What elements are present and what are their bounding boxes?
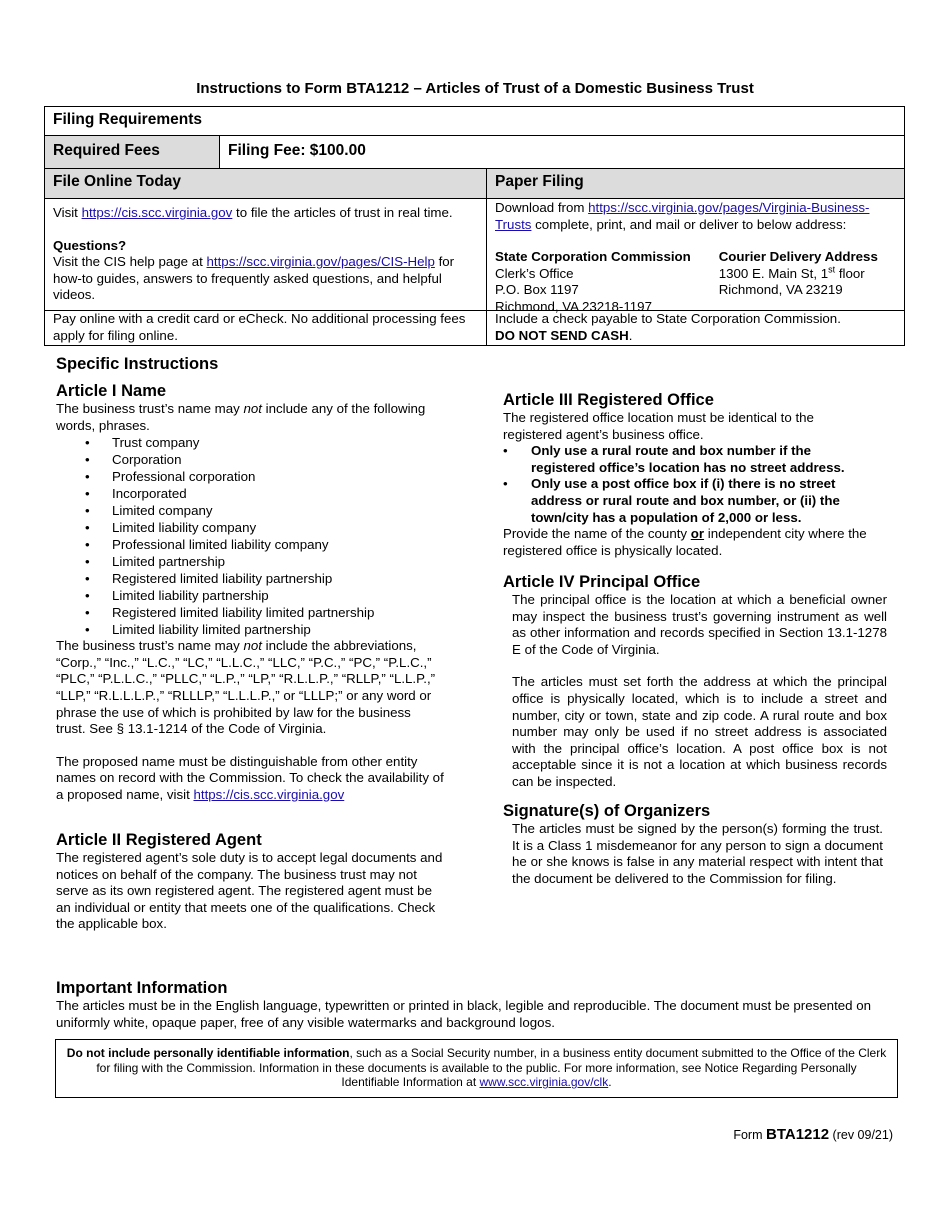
county-text: Provide the name of the county or independent city where the registered office is physically located. (503, 526, 867, 558)
article-1-section (56, 382, 456, 804)
scc-address: State Corporation Commission Clerk’s Office P.O. Box 1197 Richmond, VA 23218-1197 (495, 249, 691, 314)
signature-heading: Signature(s) of Organizers (503, 802, 711, 820)
article-2-section (56, 831, 448, 933)
article-3-intro: The registered office location must be identical to the registered agent’s business office. (503, 410, 814, 442)
paper-filing-info (486, 199, 904, 314)
online-visit-text: Visit https://cis.scc.virginia.gov to file the articles of trust in real time. (53, 205, 453, 220)
pii-notice: Do not include personally identifiable information, such as a Social Security number, in a business entity document submitted to the Office of the Clerk for filing with the Commission. Information in these documents is available to the public. For more information, see Notice Regarding Personally Identifiable Information at www.scc.virginia.gov/clk. (55, 1039, 898, 1098)
list-item: • Limited liability company (112, 519, 456, 536)
list-item: • Corporation (112, 451, 456, 468)
list-item: • Trust company (112, 434, 456, 451)
signature-body: The articles must be signed by the person(s) forming the trust. It is a Class 1 misdemeanor for any person to sign a document he or she knows is false in any material respect with intent that the document be delivered to the Commission for filing. (512, 821, 883, 886)
list-item: • Incorporated (112, 485, 456, 502)
clerk-link[interactable]: www.scc.virginia.gov/clk (479, 1075, 609, 1090)
important-body: The articles must be in the English language, typewritten or printed in black, legible and reproducible. The document must be presented on uniformly white, opaque paper, free of any visible watermarks and background logos. (56, 998, 872, 1030)
abbreviations-text: The business trust’s name may not include the abbreviations, “Corp.,” “Inc.,” “L.C.,” “LC,” “L.L.C.,” “LLC,” “P.C.,” “PC,” “P.L.C.,” “PLC,” “P.L.L.C.,” “PLLC,” “L.P.,” “LP,” “R.L.L.P.,” “RLLP,” “L.L.P.,” “LLP,” “R.L.L.L.P.,” “RLLLP,” “L.L.L.P.,” or “LLLP;” or any word or phrase the use of which is prohibited by law for the business trust. See § 13.1-1214 of the Code of Virginia. (56, 638, 436, 737)
name-availability-link[interactable]: https://cis.scc.virginia.gov (193, 786, 345, 802)
article-1-intro: The business trust’s name may not include any of the following words, phrases. (56, 401, 426, 433)
online-payment-text: Pay online with a credit card or eCheck. No additional processing fees apply for filing online. (53, 311, 466, 343)
business-trusts-link[interactable]: https://scc.virginia.gov/pages/Virginia-Business-Trusts (495, 200, 870, 232)
list-item: • Only use a post office box if (i) there is no street address or rural route and box number, or (ii) the town/city has a population of 2,000 or less. (531, 476, 876, 526)
prohibited-words-list (56, 434, 456, 638)
list-item: • Limited liability limited partnership (112, 621, 456, 638)
list-item: • Limited liability partnership (112, 587, 456, 604)
no-cash-warning: DO NOT SEND CASH (495, 327, 629, 343)
article-4-paragraph-2: The articles must set forth the address at which the principal office is physically located, which is to include a street and number, city or town, state and zip code. A rural route and box number may only be used if no street address is associated with the principal office’s location. A post office box is not acceptable since it is not a location at which business records can be inspected. (512, 674, 887, 789)
important-heading: Important Information (56, 979, 228, 997)
article-2-heading: Article II Registered Agent (56, 831, 262, 849)
paper-filing-heading: Paper Filing (486, 169, 904, 198)
article-2-body: The registered agent’s sole duty is to accept legal documents and notices on behalf of the company. The business trust may not serve as its own registered agent. The registered agent must be an individual or entity that meets one of the qualifications. Check the applicable box. (56, 850, 443, 932)
cis-help-link[interactable]: https://scc.virginia.gov/pages/CIS-Help (206, 254, 435, 270)
list-item: • Registered limited liability partnership (112, 570, 456, 587)
cis-link[interactable]: https://cis.scc.virginia.gov (81, 205, 233, 220)
distinguishable-text: The proposed name must be distinguishable from other entity names on record with the Commission. To check the availability of a proposed name, visit https://cis.scc.virginia.gov (56, 753, 444, 802)
list-item: • Professional corporation (112, 468, 456, 485)
page-title: Instructions to Form BTA1212 – Articles of Trust of a Domestic Business Trust (196, 80, 754, 97)
list-item: • Limited company (112, 502, 456, 519)
important-information-section (56, 979, 901, 1031)
download-text: Download from https://scc.virginia.gov/pages/Virginia-Business-Trusts complete, print, and mail or deliver to below address: (495, 200, 870, 232)
article-1-heading: Article I Name (56, 382, 167, 400)
list-item: • Registered limited liability limited partnership (112, 604, 456, 621)
courier-address: Courier Delivery Address 1300 E. Main St, 1st floor Richmond, VA 23219 (718, 249, 878, 298)
filing-fee: Filing Fee: $100.00 (219, 136, 374, 168)
article-4-heading: Article IV Principal Office (503, 573, 701, 591)
signature-section (503, 802, 883, 887)
list-item: • Only use a rural route and box number if the registered office’s location has no street address. (531, 443, 876, 476)
list-item: • Limited partnership (112, 553, 456, 570)
paper-payment-text: Include a check payable to State Corporation Commission. DO NOT SEND CASH. (486, 311, 904, 345)
online-filing-heading: File Online Today (53, 173, 182, 190)
article-4-section (503, 573, 887, 791)
registered-office-rules (503, 443, 876, 526)
form-number: BTA1212 (765, 1126, 830, 1143)
form-footer: Form BTA1212 (rev 09/21) (733, 1126, 893, 1143)
help-text: Visit the CIS help page at https://scc.virginia.gov/pages/CIS-Help for how-to guides, answers to frequently asked questions, and helpful videos. (53, 254, 455, 303)
article-4-paragraph-1: The principal office is the location at which a beneficial owner may inspect the business trust’s governing instrument as well as other information and records specified in Section 13.1-1278 E of the Code of Virginia. (512, 592, 887, 657)
questions-label: Questions? (53, 237, 127, 253)
article-3-section (503, 391, 895, 559)
required-fees-label: Required Fees (45, 136, 219, 168)
list-item: • Professional limited liability company (112, 536, 456, 553)
filing-requirements-heading: Filing Requirements (53, 111, 202, 128)
online-filing-info (45, 199, 486, 310)
specific-instructions-heading: Specific Instructions (56, 355, 219, 373)
article-3-heading: Article III Registered Office (503, 391, 714, 409)
filing-requirements-table (44, 106, 905, 346)
